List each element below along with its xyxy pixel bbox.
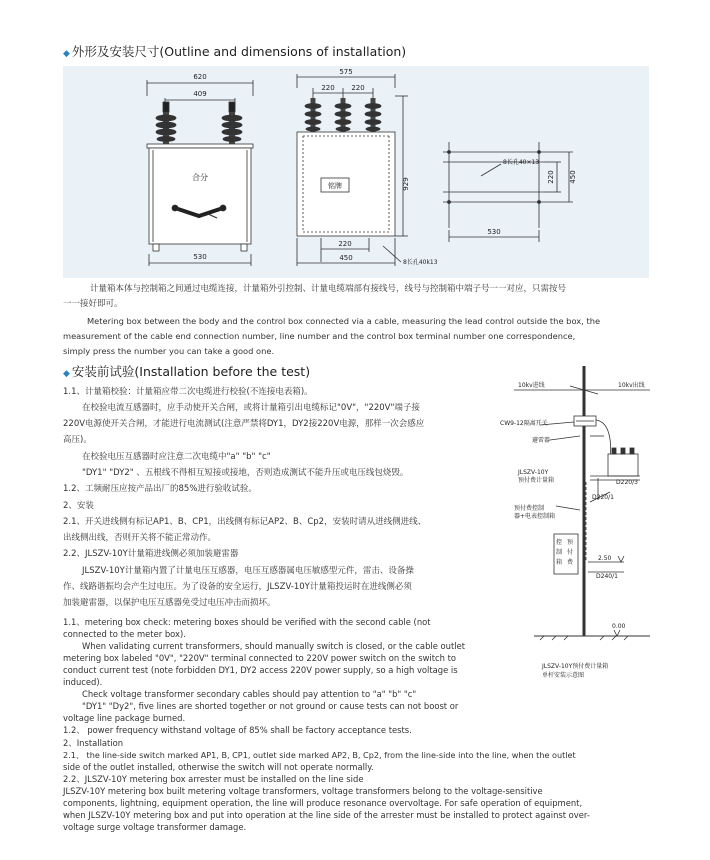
caption-line-2: 单杆安装示意图: [542, 672, 585, 679]
label-d220-1: D220/1: [592, 494, 614, 501]
ctrl-box-char-1: 控: [556, 539, 563, 546]
label-isolator: CW9-12隔离开关: [500, 420, 548, 427]
cn-line-11: 2.2、JLSZV-10Y计量箱进线侧必须加装避雷器: [63, 549, 239, 559]
en-line-17: when JLSZV-10Y metering box and put into operation at the line side of the arrester must be installed to protect against over-: [63, 810, 590, 820]
dim-450: 450: [339, 254, 353, 262]
dim-220-b: 220: [351, 84, 365, 92]
side-view: [297, 74, 408, 266]
en-line-3: When validating current transformers, should manually switch is closed, or the cable outlet: [82, 641, 466, 651]
en-line-1: 1.1、metering box check: metering boxes should be verified with the second cable (not: [63, 617, 431, 627]
en-line-7: Check voltage transformer secondary cables should pay attention to "a" "b" "c": [82, 689, 417, 699]
section1-title: ◆ 外形及安装尺寸(Outline and dimensions of installation): [63, 44, 407, 59]
label-arrester: 避雷器: [532, 437, 551, 444]
label-d220-3: D220/3: [616, 479, 638, 486]
label-ctrl-1: 预付费控制: [514, 505, 545, 512]
en-line-15: JLSZV-10Y metering box built metering voltage transformers, voltage transformers belong to the voltage-sensitive: [63, 786, 543, 796]
dim-409: 409: [193, 90, 207, 98]
dim-450-r: 450: [569, 170, 577, 184]
dim-929: 929: [402, 177, 410, 191]
cn-line-14: 加装避雷器，以保护电压互感器免受过电压冲击而损坏。: [63, 598, 276, 608]
insulator-right: [222, 102, 242, 144]
section1-en-line-1: Metering box between the body and the control box connected via a cable, measuring the lead control outside the box, the: [87, 316, 601, 326]
en-line-4: metering box labeled "0V", "220V" terminal connected to 220V power switch on the switch to: [63, 653, 457, 663]
outline-drawings: [63, 66, 649, 278]
cn-line-8: 2、安装: [63, 501, 94, 511]
section1-cn-line-1: 计量箱本体与控制箱之间通过电缆连接，计量箱外引控制、计量电缆端部有接线号，线号与控制箱中端子号一一对应，只需按号: [90, 284, 567, 294]
en-line-2: connected to the meter box).: [63, 629, 186, 639]
ctrl-box-char-2: 预: [567, 539, 574, 546]
cn-line-7: 1.2、工频耐压应按产品出厂的85%进行验收试验。: [63, 484, 257, 494]
label-10kv-out: 10kv出线: [618, 382, 645, 389]
insulator-left: [156, 102, 176, 144]
label-ground: 0.00: [612, 623, 626, 630]
en-line-11: 2、Installation: [63, 738, 124, 748]
bolt-hole-note: 8长孔40k13: [403, 259, 438, 266]
cn-line-1: 1.1、计量箱校验：计量箱应带二次电缆进行校验(不连接电表箱)。: [63, 387, 313, 397]
en-line-10: 1.2、 power frequency withstand voltage of 85% shall be factory acceptance tests.: [63, 725, 412, 735]
dim-530-r: 530: [487, 228, 501, 236]
cn-line-10: 出线侧出线，否则开关将不能正常动作。: [63, 533, 217, 543]
en-line-6: induced).: [63, 677, 103, 687]
section1-cn-line-2: 一一接好即可。: [63, 299, 123, 309]
diamond-bullet-icon: ◆: [63, 369, 70, 379]
open-close-label: 合分: [192, 173, 208, 182]
dim-220-r: 220: [547, 170, 555, 184]
caption-line-1: JLSZV-10Y预付费计量箱: [542, 663, 609, 670]
dim-620: 620: [193, 73, 207, 81]
drawings-panel: [63, 66, 649, 278]
pole-installation-diagram: [500, 362, 660, 694]
cn-line-5: 在校验电压互感器时应注意二次电缆中"a" "b" "c": [82, 452, 271, 462]
en-line-16: components, lightning, equipment operation, the line will produce resonance overvoltage. For safe operation of equipment,: [63, 798, 583, 808]
en-line-13: side of the outlet installed, otherwise the switch will not operate normally.: [63, 762, 374, 772]
en-line-5: conduct current test (note forbidden DY1, DY2 access 220V power supply, so a high voltage is: [63, 665, 458, 675]
cn-line-2: 在校验电流互感器时，应手动使开关合闸，或将计量箱引出电缆标记"0V"，"220V"端子接: [82, 403, 420, 413]
label-height-250: 2.50: [598, 555, 612, 562]
label-d240: D240/1: [596, 573, 618, 580]
side-insulators: [305, 98, 381, 132]
dim-220-a: 220: [321, 84, 335, 92]
diamond-bullet-icon: ◆: [63, 49, 70, 59]
cn-line-9: 2.1、开关进线侧有标记AP1、B、CP1，出线侧有标记AP2、B、Cp2，安装时请从进线侧进线、: [63, 517, 427, 527]
ctrl-box-char-6: 费: [567, 559, 574, 566]
dim-220-c: 220: [338, 240, 352, 248]
slot-note: 8长孔40×13: [503, 159, 540, 166]
label-ctrl-2: 器+电表控制箱: [514, 513, 556, 520]
label-10kv-in: 10kv进线: [518, 382, 545, 389]
en-line-9: voltage line package burned.: [63, 713, 186, 723]
section1-en-line-3: simply press the number you can take a good one.: [63, 346, 275, 356]
label-box-type: 预付费计量箱: [518, 477, 555, 484]
en-line-18: voltage surge voltage transformer damage.: [63, 822, 247, 832]
cn-line-12: JLSZV-10Y计量箱内置了计量电压互感器，电压互感器属电压敏感型元件，雷击、设备操: [82, 566, 414, 576]
cn-line-6: "DY1" "DY2" 、五根线不得相互短接或接地，否则造成测试不能升压或电压线包烧毁。: [82, 468, 409, 478]
en-line-8: "DY1" "Dy2", five lines are shorted together or not ground or cause tests can not boost or: [82, 701, 459, 711]
ctrl-box-char-3: 制: [556, 549, 563, 556]
en-line-14: 2.2、JLSZV-10Y metering box arrester must be installed on the line side: [63, 774, 364, 784]
ctrl-box-char-5: 箱: [556, 559, 563, 566]
cn-line-4: 高压)。: [63, 435, 92, 445]
section2-title: ◆ 安装前试验(Installation before the test): [63, 364, 311, 379]
en-line-12: 2.1、 the line-side switch marked AP1, B, CP1, outlet side marked AP2, B, Cp2, from the line-side into the line, when the outlet: [63, 750, 576, 760]
dim-530: 530: [193, 253, 207, 261]
dim-575: 575: [339, 68, 353, 76]
mounting-frame: [443, 142, 573, 242]
section1-en-line-2: measurement of the cable end connection number, line number and the control box terminal number one correspondence,: [63, 331, 576, 341]
label-box-model: JLSZV-10Y: [518, 469, 549, 476]
ctrl-box-char-4: 付: [567, 549, 574, 556]
nameplate-label: 铭牌: [328, 182, 342, 190]
cn-line-13: 作、线路谐振均会产生过电压。为了设备的安全运行，JLSZV-10Y计量箱投运时在进线侧必须: [63, 582, 412, 592]
cn-line-3: 220V电源使开关合闸，才能进行电流测试(注意严禁将DY1，DY2接220V电源，那样一次会感应: [63, 419, 425, 429]
